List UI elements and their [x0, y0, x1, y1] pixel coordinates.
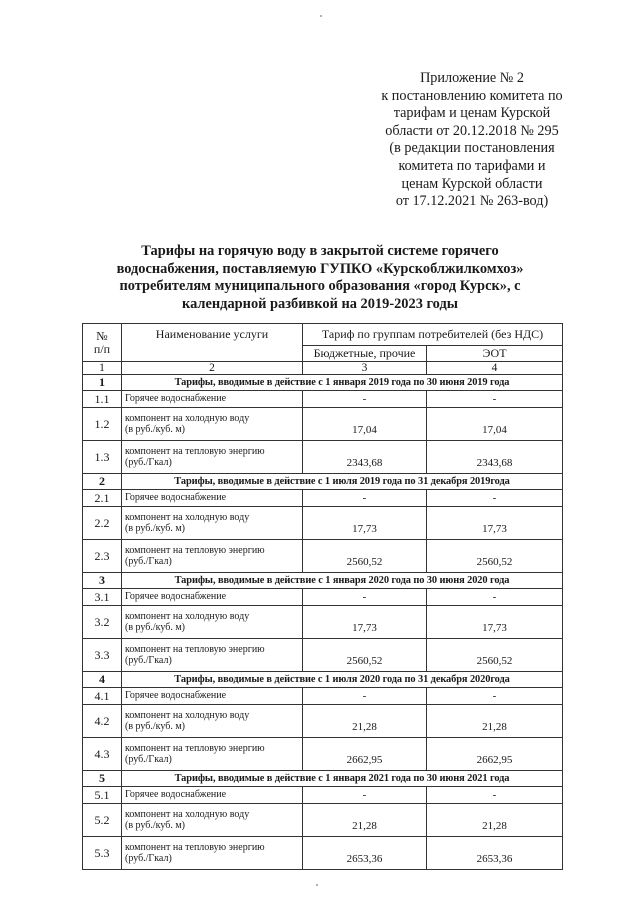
header-budget: Бюджетные, прочие: [303, 346, 427, 362]
title-line: Тарифы на горячую воду в закрытой системе горячего: [141, 243, 499, 259]
row-number: 3.1: [83, 589, 122, 606]
service-name-line1: компонент на холодную воду: [125, 511, 250, 523]
appendix-line: (в редакции постановления: [389, 140, 555, 157]
header-num-line2: п/п: [93, 341, 111, 356]
appendix-line: к постановлению комитета по: [381, 87, 563, 104]
row-number: 4.2: [83, 705, 122, 738]
row-number: 1.1: [83, 391, 122, 408]
service-name: [122, 589, 303, 606]
row-number: 2.2: [83, 507, 122, 540]
service-name-line1: Горячее водоснабжение: [125, 393, 227, 405]
row-number: 2.1: [83, 490, 122, 507]
service-name-line2: (руб./Гкал): [125, 853, 172, 864]
service-name-line1: Горячее водоснабжение: [125, 690, 227, 702]
tariff-budget-value: -: [303, 391, 427, 408]
appendix-line: ценам Курской области: [401, 175, 543, 192]
tariff-eot-value: -: [427, 490, 563, 507]
table-row: [83, 540, 563, 573]
row-number: 1.2: [83, 408, 122, 441]
tariff-eot-value: 17,73: [427, 507, 563, 540]
header-index: 2: [122, 362, 303, 375]
table-row: [83, 837, 563, 870]
service-name-line1: компонент на холодную воду: [125, 610, 250, 622]
service-name: [122, 837, 303, 870]
table-row: [83, 688, 563, 705]
service-name-line1: компонент на холодную воду: [125, 709, 250, 721]
tariff-eot-value: 2653,36: [427, 837, 563, 870]
service-name-line2: (в руб./куб. м): [125, 424, 185, 435]
period-row: [83, 573, 563, 589]
service-name: [122, 705, 303, 738]
tariff-budget-value: 21,28: [303, 804, 427, 837]
tariff-eot-value: 2343,68: [427, 441, 563, 474]
row-number: 2.3: [83, 540, 122, 573]
appendix-line: Приложение № 2: [420, 70, 524, 86]
tariff-eot-value: -: [427, 688, 563, 705]
period-number: 3: [83, 573, 122, 589]
period-row: [83, 771, 563, 787]
table-row: [83, 606, 563, 639]
row-number: 3.3: [83, 639, 122, 672]
service-name-line2: (в руб./куб. м): [125, 820, 185, 831]
tariff-budget-value: -: [303, 589, 427, 606]
row-number: 4.3: [83, 738, 122, 771]
tariff-eot-value: 17,73: [427, 606, 563, 639]
appendix-line: области от 20.12.2018 № 295: [385, 122, 559, 139]
service-name: [122, 738, 303, 771]
period-label: Тарифы, вводимые в действие с 1 января 2019 года по 30 июня 2019 года: [122, 375, 563, 391]
header-num: [83, 324, 122, 362]
appendix-line: тарифам и ценам Курской: [393, 105, 551, 122]
scan-speck: [320, 15, 322, 17]
period-number: 1: [83, 375, 122, 391]
service-name: [122, 441, 303, 474]
header-num-line1: №: [96, 328, 108, 343]
service-name-line2: (руб./Гкал): [125, 754, 172, 765]
title-line: водоснабжения, поставляемую ГУПКО «Курскоблжилкомхоз»: [116, 260, 524, 277]
period-row: [83, 672, 563, 688]
period-number: 2: [83, 474, 122, 490]
tariff-eot-value: -: [427, 787, 563, 804]
tariff-budget-value: 2653,36: [303, 837, 427, 870]
period-row: [83, 375, 563, 391]
header-eot: ЭОТ: [427, 346, 563, 362]
appendix-line: от 17.12.2021 № 263-вод): [395, 193, 549, 210]
service-name: [122, 540, 303, 573]
service-name-line2: (руб./Гкал): [125, 655, 172, 666]
header-service-name: Наименование услуги: [122, 324, 303, 362]
row-number: 5.3: [83, 837, 122, 870]
header-tariff: Тариф по группам потребителей (без НДС): [303, 324, 563, 346]
title-line: календарной разбивкой на 2019-2023 годы: [182, 295, 458, 312]
table-row: [83, 441, 563, 474]
period-label: Тарифы, вводимые в действие с 1 июля 2019 года по 31 декабря 2019года: [122, 474, 563, 490]
tariff-eot-value: 2560,52: [427, 639, 563, 672]
tariff-budget-value: 17,73: [303, 507, 427, 540]
service-name: [122, 490, 303, 507]
service-name: [122, 606, 303, 639]
service-name-line2: (в руб./куб. м): [125, 721, 185, 732]
tariff-budget-value: 2560,52: [303, 639, 427, 672]
table-row: [83, 507, 563, 540]
scan-speck: [316, 884, 318, 886]
period-label: Тарифы, вводимые в действие с 1 января 2021 года по 30 июня 2021 года: [122, 771, 563, 787]
row-number: 5.1: [83, 787, 122, 804]
service-name: [122, 507, 303, 540]
service-name-line1: компонент на тепловую энергию: [125, 841, 265, 853]
table-body: [83, 375, 563, 870]
tariff-budget-value: -: [303, 688, 427, 705]
tariff-budget-value: -: [303, 490, 427, 507]
row-number: 5.2: [83, 804, 122, 837]
tariff-budget-value: 17,73: [303, 606, 427, 639]
tariff-table: [82, 323, 563, 870]
tariff-eot-value: 2662,95: [427, 738, 563, 771]
service-name-line1: компонент на тепловую энергию: [125, 445, 265, 457]
table-header: [83, 324, 563, 375]
service-name-line1: компонент на тепловую энергию: [125, 544, 265, 556]
service-name-line1: Горячее водоснабжение: [125, 789, 227, 801]
service-name-line1: компонент на холодную воду: [125, 412, 250, 424]
table-row: [83, 705, 563, 738]
tariff-eot-value: 21,28: [427, 705, 563, 738]
table-row: [83, 738, 563, 771]
table-row: [83, 490, 563, 507]
row-number: 1.3: [83, 441, 122, 474]
tariff-budget-value: 2662,95: [303, 738, 427, 771]
service-name-line2: (в руб./куб. м): [125, 523, 185, 534]
table-row: [83, 639, 563, 672]
header-index: 1: [83, 362, 122, 375]
table-row: [83, 589, 563, 606]
service-name: [122, 391, 303, 408]
service-name-line2: (в руб./куб. м): [125, 622, 185, 633]
service-name-line1: компонент на тепловую энергию: [125, 643, 265, 655]
row-number: 3.2: [83, 606, 122, 639]
tariff-eot-value: -: [427, 391, 563, 408]
service-name-line1: компонент на тепловую энергию: [125, 742, 265, 754]
tariff-budget-value: 2343,68: [303, 441, 427, 474]
period-number: 5: [83, 771, 122, 787]
period-label: Тарифы, вводимые в действие с 1 июля 2020 года по 31 декабря 2020года: [122, 672, 563, 688]
service-name-line1: Горячее водоснабжение: [125, 492, 227, 504]
table-row: [83, 787, 563, 804]
appendix-note: [352, 70, 592, 211]
row-number: 4.1: [83, 688, 122, 705]
service-name-line1: Горячее водоснабжение: [125, 591, 227, 603]
period-number: 4: [83, 672, 122, 688]
tariff-eot-value: 2560,52: [427, 540, 563, 573]
appendix-line: комитета по тарифами и: [398, 157, 546, 174]
tariff-eot-value: 21,28: [427, 804, 563, 837]
service-name: [122, 787, 303, 804]
tariff-budget-value: 21,28: [303, 705, 427, 738]
tariff-eot-value: 17,04: [427, 408, 563, 441]
table-row: [83, 391, 563, 408]
header-index: 4: [427, 362, 563, 375]
tariff-budget-value: -: [303, 787, 427, 804]
document-title: [80, 243, 560, 313]
period-row: [83, 474, 563, 490]
period-label: Тарифы, вводимые в действие с 1 января 2020 года по 30 июня 2020 года: [122, 573, 563, 589]
tariff-budget-value: 17,04: [303, 408, 427, 441]
service-name: [122, 639, 303, 672]
service-name-line2: (руб./Гкал): [125, 556, 172, 567]
table-row: [83, 804, 563, 837]
service-name: [122, 804, 303, 837]
service-name: [122, 408, 303, 441]
service-name: [122, 688, 303, 705]
tariff-budget-value: 2560,52: [303, 540, 427, 573]
tariff-eot-value: -: [427, 589, 563, 606]
table-row: [83, 408, 563, 441]
service-name-line2: (руб./Гкал): [125, 457, 172, 468]
title-line: потребителям муниципального образования «город Курск», с: [119, 278, 521, 294]
header-index: 3: [303, 362, 427, 375]
service-name-line1: компонент на холодную воду: [125, 808, 250, 820]
